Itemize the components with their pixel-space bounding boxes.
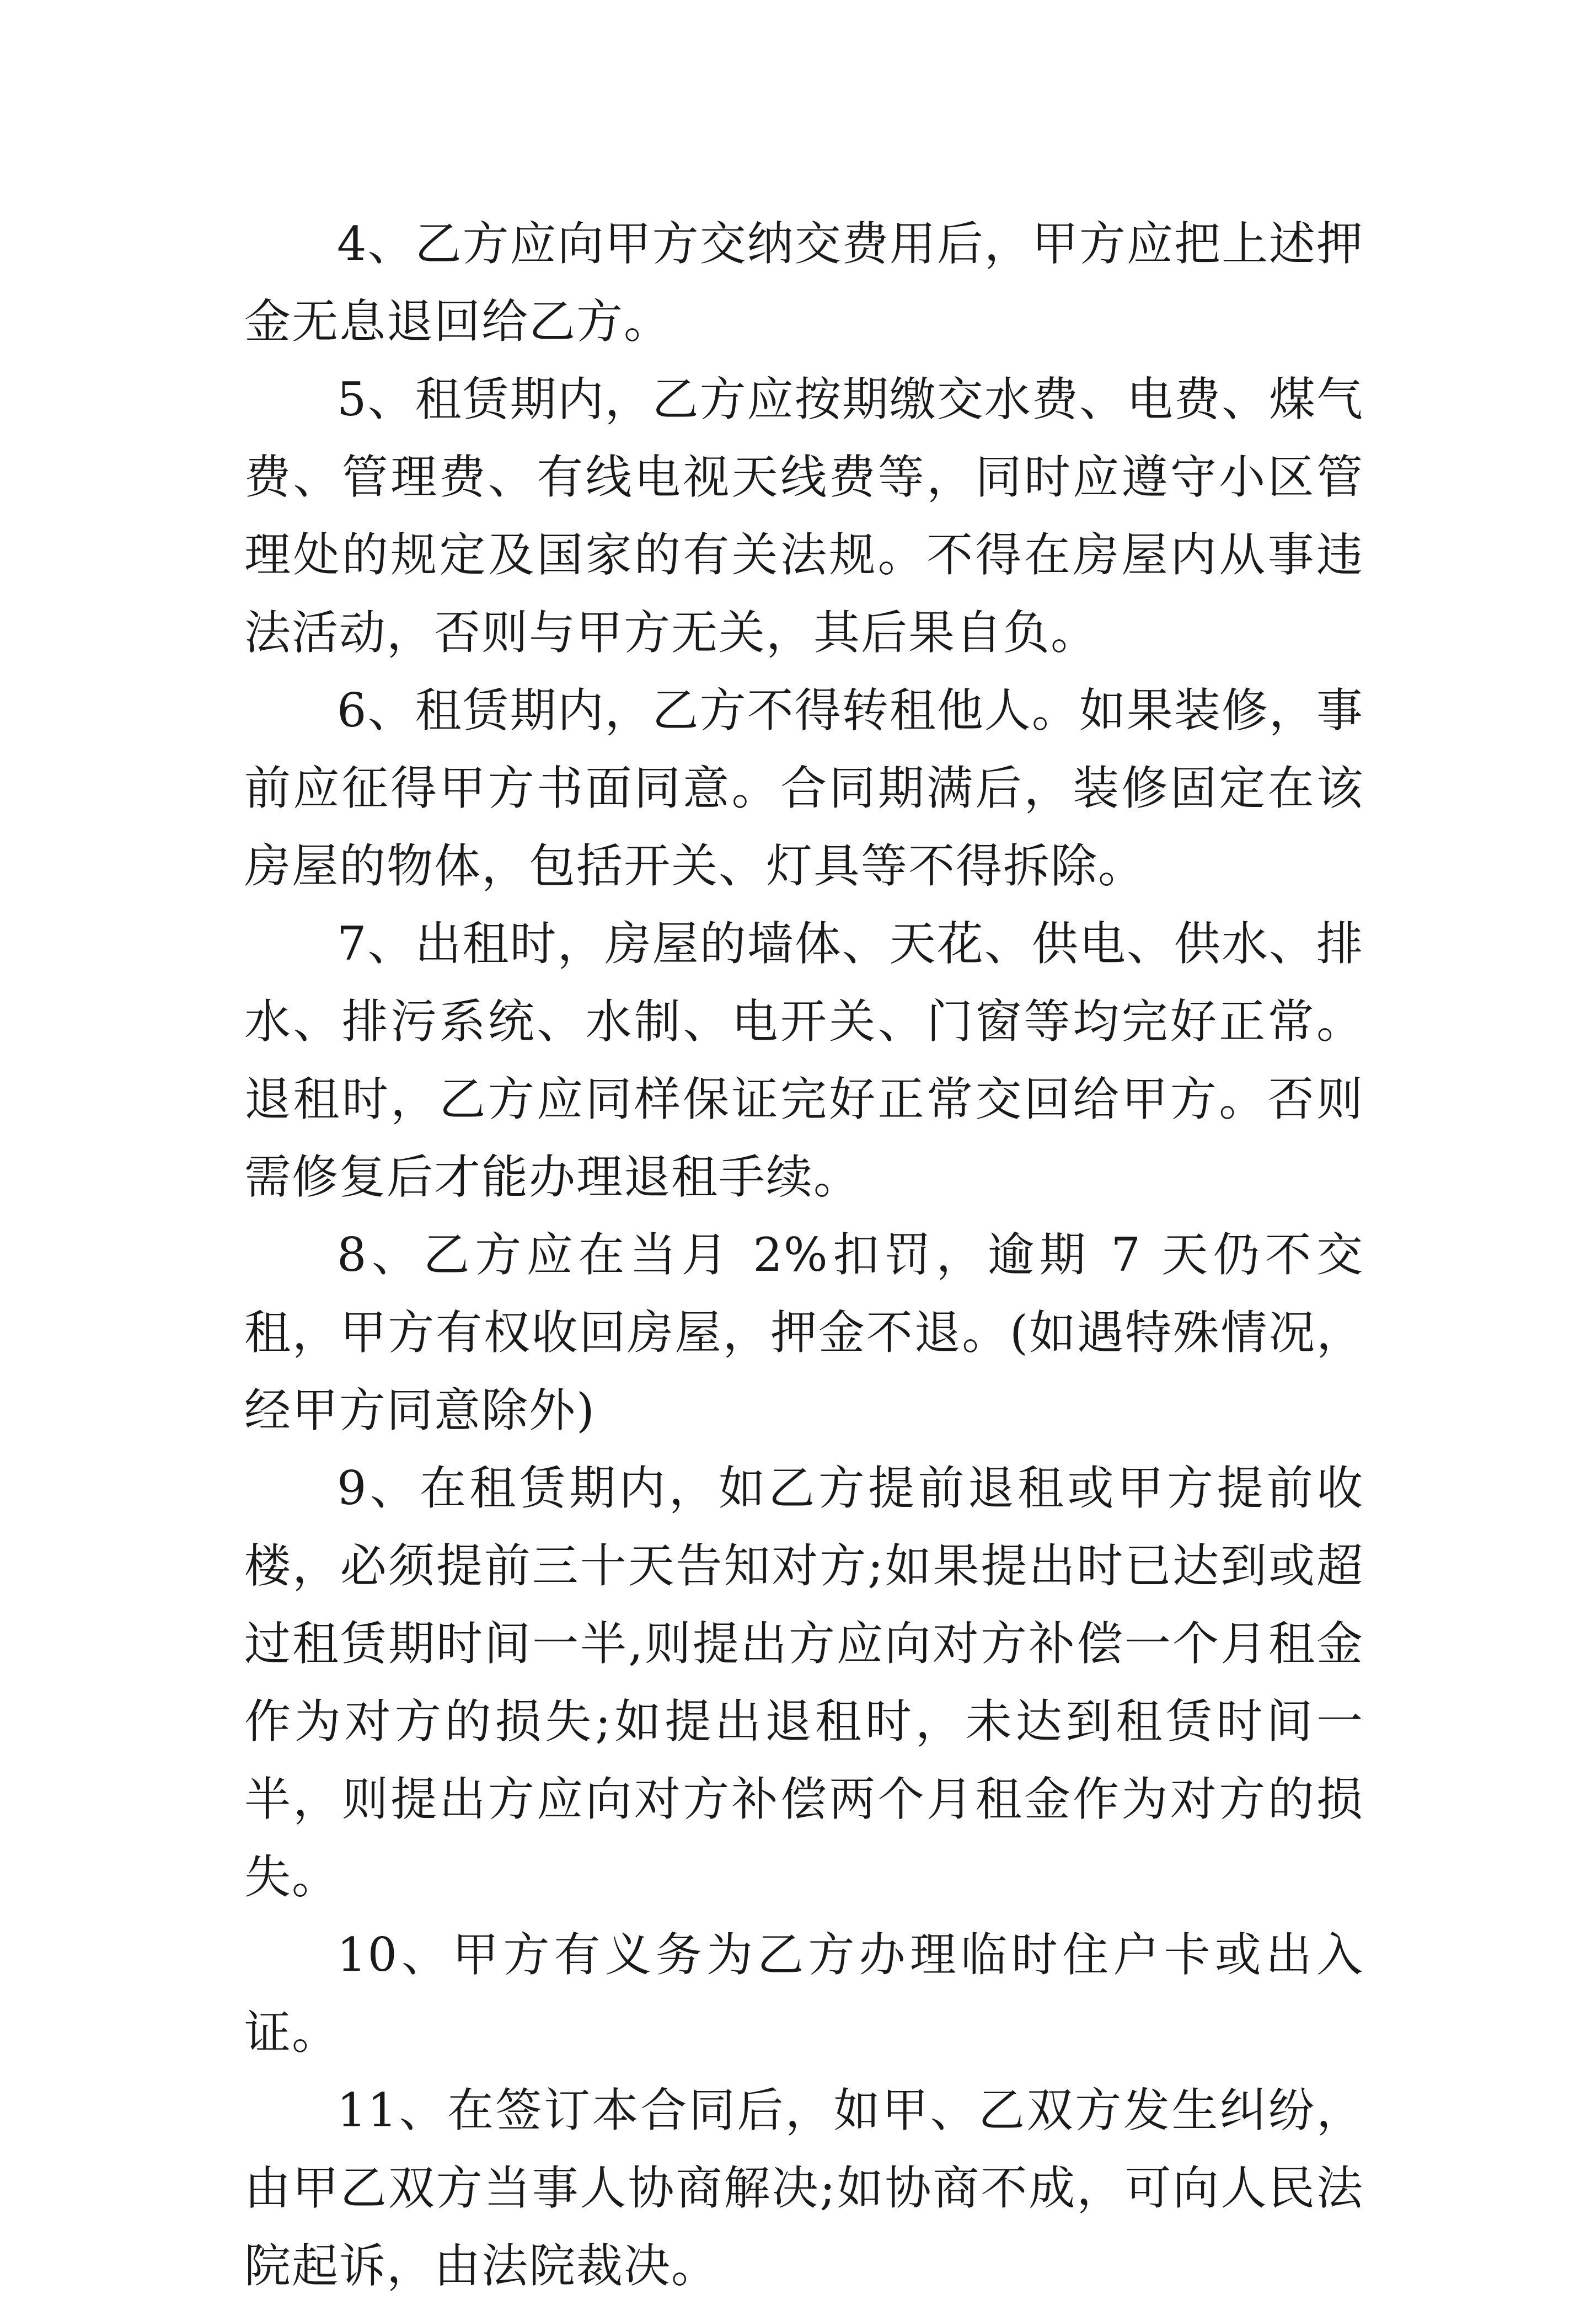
clause-5: 5、租赁期内，乙方应按期缴交水费、电费、煤气费、管理费、有线电视天线费等，同时应遵守小区管理处的规定及国家的有关法规。不得在房屋内从事违法活动，否则与甲方无关，其后果自负。 [244,372,1364,660]
document-body [244,205,1364,2305]
clause-6: 6、租赁期内，乙方不得转租他人。如果装修，事前应征得甲方书面同意。合同期满后，装修固定在该房屋的物体，包括开关、灯具等不得拆除。 [244,683,1364,893]
clause-9: 9、在租赁期内，如乙方提前退租或甲方提前收楼，必须提前三十天告知对方;如果提出时已达到或超过租赁期时间一半,则提出方应向对方补偿一个月租金作为对方的损失;如提出退租时，未达到租赁时间一半，则提出方应向对方补偿两个月租金作为对方的损失。 [244,1461,1364,1904]
clause-4: 4、乙方应向甲方交纳交费用后，甲方应把上述押金无息退回给乙方。 [244,217,1364,349]
clause-7: 7、出租时，房屋的墙体、天花、供电、供水、排水、排污系统、水制、电开关、门窗等均完好正常。退租时，乙方应同样保证完好正常交回给甲方。否则需修复后才能办理退租手续。 [244,917,1364,1204]
clause-10: 10、甲方有义务为乙方办理临时住户卡或出入证。 [244,1928,1364,2060]
clause-8: 8、乙方应在当月 2%扣罚，逾期 7 天仍不交租，甲方有权收回房屋，押金不退。(如遇特殊情况，经甲方同意除外) [244,1228,1364,1437]
clause-11: 11、在签订本合同后，如甲、乙双方发生纠纷，由甲乙双方当事人协商解决;如协商不成，可向人民法院起诉，由法院裁决。 [244,2083,1364,2293]
